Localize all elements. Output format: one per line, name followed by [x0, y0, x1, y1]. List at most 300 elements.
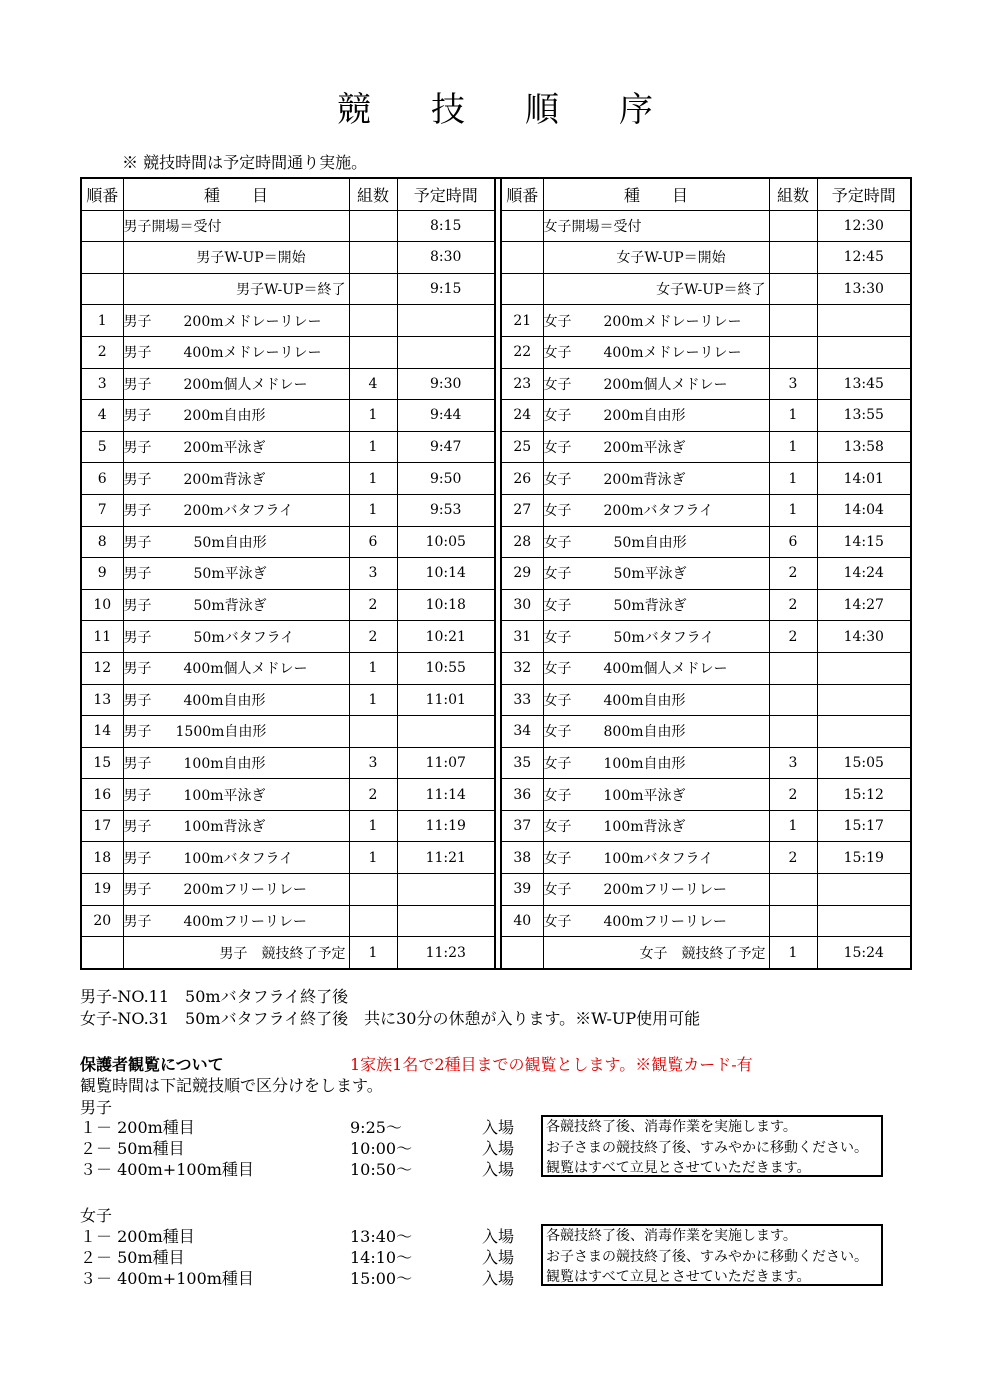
event-cell: 男子W-UP＝開始 — [123, 242, 349, 274]
slot-label: １－ 200m種目 — [80, 1118, 195, 1137]
event-name: 100m背泳ぎ — [603, 819, 686, 836]
order-number — [501, 937, 543, 969]
group-count — [769, 874, 817, 906]
observation-red-note: 1家族1名で2種目までの観覧とします。※観覧カード-有 — [350, 1055, 753, 1074]
observation-heading-row — [80, 1052, 753, 1075]
gender-label: 女子 — [543, 882, 572, 899]
gender-label: 男子 — [123, 534, 152, 551]
event-name: 100m自由形 — [603, 755, 686, 772]
table-row — [81, 842, 911, 874]
table-row — [81, 210, 911, 242]
table-row — [81, 305, 911, 337]
order-number: 17 — [81, 810, 123, 842]
event-cell: 女子W-UP＝開始 — [543, 242, 769, 274]
scheduled-time: 13:55 — [817, 400, 911, 432]
gender-label: 男子 — [123, 440, 152, 457]
event-cell — [543, 558, 769, 590]
event-cell — [543, 716, 769, 748]
scheduled-time — [397, 874, 495, 906]
slot-row — [80, 1138, 514, 1160]
scheduled-time: 11:07 — [397, 747, 495, 779]
group-count — [349, 874, 397, 906]
table-row — [81, 905, 911, 937]
event-name: 50mバタフライ — [193, 629, 295, 646]
gender-label: 女子 — [543, 376, 572, 393]
table-row — [81, 937, 911, 969]
table-row — [81, 368, 911, 400]
scheduled-time: 12:30 — [817, 210, 911, 242]
event-cell — [123, 810, 349, 842]
event-cell — [123, 305, 349, 337]
event-name: 200m個人メドレー — [603, 376, 728, 393]
gender-label: 男子 — [123, 755, 152, 772]
event-cell — [123, 684, 349, 716]
event-name: 200m自由形 — [183, 408, 266, 425]
slot-time: 10:50～ — [350, 1160, 413, 1179]
event-name: 200mバタフライ — [603, 503, 714, 520]
gender-label: 女子 — [543, 755, 572, 772]
event-name: 400mフリーリレー — [603, 913, 727, 930]
group-count — [769, 652, 817, 684]
title-char: 競 — [337, 90, 371, 130]
gender-label: 男子 — [123, 661, 152, 678]
event-cell — [543, 747, 769, 779]
event-cell — [543, 431, 769, 463]
observation-subtitle: 観覧時間は下記競技順で区分けをします。 — [80, 1076, 383, 1095]
group-count: 1 — [769, 810, 817, 842]
event-cell — [543, 463, 769, 495]
order-number: 38 — [501, 842, 543, 874]
slot-row — [80, 1159, 514, 1181]
slot-time: 15:00～ — [350, 1269, 413, 1288]
order-number: 36 — [501, 779, 543, 811]
event-name: 200m平泳ぎ — [603, 440, 686, 457]
scheduled-time — [817, 336, 911, 368]
gender-label: 男子 — [123, 692, 152, 709]
event-name: 400mメドレーリレー — [183, 345, 322, 362]
scheduled-time: 14:24 — [817, 558, 911, 590]
scheduled-time — [397, 716, 495, 748]
event-name: 100m自由形 — [183, 755, 266, 772]
group-count: 2 — [769, 621, 817, 653]
event-cell — [543, 905, 769, 937]
order-number: 10 — [81, 589, 123, 621]
scheduled-time: 15:05 — [817, 747, 911, 779]
group-count — [769, 273, 817, 305]
page-title — [0, 82, 990, 131]
table-row — [81, 526, 911, 558]
men-slots-label: 男子 — [80, 1098, 113, 1117]
slot-row — [80, 1226, 514, 1248]
event-name: 50m平泳ぎ — [613, 566, 687, 583]
group-count — [769, 684, 817, 716]
gender-label: 女子 — [543, 787, 572, 804]
group-count: 1 — [349, 494, 397, 526]
event-cell — [543, 494, 769, 526]
scheduled-time: 15:19 — [817, 842, 911, 874]
group-count: 2 — [349, 621, 397, 653]
event-name: 400m自由形 — [603, 692, 686, 709]
scheduled-time: 9:30 — [397, 368, 495, 400]
slot-time: 13:40～ — [350, 1227, 413, 1246]
gender-label: 男子 — [123, 882, 152, 899]
order-number: 25 — [501, 431, 543, 463]
scheduled-time — [397, 336, 495, 368]
table-row — [81, 400, 911, 432]
event-name: 200m個人メドレー — [183, 376, 308, 393]
group-count: 1 — [769, 494, 817, 526]
scheduled-time — [817, 905, 911, 937]
order-number: 11 — [81, 621, 123, 653]
gender-label: 女子 — [543, 598, 572, 615]
event-name: 200mメドレーリレー — [603, 313, 742, 330]
group-count: 2 — [769, 842, 817, 874]
slot-action: 入場 — [482, 1269, 515, 1288]
order-number: 8 — [81, 526, 123, 558]
group-count — [349, 905, 397, 937]
order-number: 3 — [81, 368, 123, 400]
scheduled-time: 10:18 — [397, 589, 495, 621]
event-name: 100mバタフライ — [183, 850, 294, 867]
gender-label: 男子 — [123, 471, 152, 488]
scheduled-time: 9:47 — [397, 431, 495, 463]
table-row — [81, 810, 911, 842]
scheduled-time: 10:05 — [397, 526, 495, 558]
table-row — [81, 431, 911, 463]
scheduled-time: 13:30 — [817, 273, 911, 305]
event-cell — [543, 652, 769, 684]
gender-label: 女子 — [543, 440, 572, 457]
gender-label: 男子 — [123, 787, 152, 804]
table-row — [81, 336, 911, 368]
event-name: 50m平泳ぎ — [193, 566, 267, 583]
event-cell: 男子 競技終了予定 — [123, 937, 349, 969]
event-cell — [123, 716, 349, 748]
event-cell — [123, 526, 349, 558]
notice-line: お子さまの競技終了後、すみやかに移動ください。 — [546, 1139, 868, 1156]
scheduled-time: 14:27 — [817, 589, 911, 621]
group-count: 2 — [769, 558, 817, 590]
order-number: 37 — [501, 810, 543, 842]
break-notes — [80, 986, 700, 1030]
event-name: 50m自由形 — [613, 534, 687, 551]
header-no: 順番 — [81, 178, 123, 210]
event-name: 1500m自由形 — [175, 724, 267, 741]
group-count: 2 — [769, 589, 817, 621]
scheduled-time: 11:23 — [397, 937, 495, 969]
event-cell — [123, 874, 349, 906]
order-number: 27 — [501, 494, 543, 526]
order-number: 21 — [501, 305, 543, 337]
group-count — [349, 210, 397, 242]
slot-time: 14:10～ — [350, 1248, 413, 1267]
group-count: 1 — [349, 842, 397, 874]
slot-label: ３－ 400m+100m種目 — [80, 1160, 254, 1179]
scheduled-time — [397, 905, 495, 937]
scheduled-time — [397, 305, 495, 337]
header-groups: 組数 — [349, 178, 397, 210]
scheduled-time: 9:44 — [397, 400, 495, 432]
break-line-men: 男子-NO.11 50mバタフライ終了後 — [80, 987, 349, 1006]
event-name: 200m自由形 — [603, 408, 686, 425]
title-char: 順 — [525, 90, 559, 130]
group-count — [769, 210, 817, 242]
event-name: 200mメドレーリレー — [183, 313, 322, 330]
header-no: 順番 — [501, 178, 543, 210]
event-cell — [123, 589, 349, 621]
event-name: 100m平泳ぎ — [183, 787, 266, 804]
order-number: 35 — [501, 747, 543, 779]
event-name: 400m自由形 — [183, 692, 266, 709]
scheduled-time — [817, 716, 911, 748]
group-count — [769, 305, 817, 337]
group-count: 3 — [349, 558, 397, 590]
event-cell — [543, 874, 769, 906]
order-number — [501, 273, 543, 305]
group-count: 2 — [349, 779, 397, 811]
group-count — [769, 716, 817, 748]
event-cell: 男子W-UP＝終了 — [123, 273, 349, 305]
event-cell: 女子W-UP＝終了 — [543, 273, 769, 305]
slot-label: ３－ 400m+100m種目 — [80, 1269, 254, 1288]
group-count — [769, 905, 817, 937]
event-cell — [543, 305, 769, 337]
event-cell — [123, 558, 349, 590]
group-count: 6 — [769, 526, 817, 558]
scheduled-time — [817, 305, 911, 337]
schedule-note: ※ 競技時間は予定時間通り実施。 — [122, 153, 368, 172]
event-cell — [123, 336, 349, 368]
gender-label: 女子 — [543, 313, 572, 330]
event-cell — [123, 905, 349, 937]
gender-label: 女子 — [543, 471, 572, 488]
group-count — [349, 273, 397, 305]
event-cell — [543, 368, 769, 400]
event-cell — [543, 589, 769, 621]
event-name: 800m自由形 — [603, 724, 686, 741]
gender-label: 男子 — [123, 408, 152, 425]
gender-label: 女子 — [543, 408, 572, 425]
title-char: 技 — [431, 90, 465, 130]
scheduled-time: 13:58 — [817, 431, 911, 463]
group-count — [349, 336, 397, 368]
group-count: 1 — [769, 400, 817, 432]
slot-label: ２－ 50m種目 — [80, 1248, 185, 1267]
event-cell — [123, 431, 349, 463]
event-name: 400mメドレーリレー — [603, 345, 742, 362]
order-number: 1 — [81, 305, 123, 337]
scheduled-time: 14:04 — [817, 494, 911, 526]
gender-label: 女子 — [543, 345, 572, 362]
group-count: 2 — [769, 779, 817, 811]
event-name: 400mフリーリレー — [183, 913, 307, 930]
order-number: 28 — [501, 526, 543, 558]
slot-row — [80, 1268, 514, 1290]
group-count: 1 — [349, 652, 397, 684]
event-cell — [123, 368, 349, 400]
event-name: 400m個人メドレー — [183, 661, 308, 678]
group-count — [349, 716, 397, 748]
event-name: 50m背泳ぎ — [193, 598, 267, 615]
header-time: 予定時間 — [397, 178, 495, 210]
event-cell: 女子 競技終了予定 — [543, 937, 769, 969]
scheduled-time: 12:45 — [817, 242, 911, 274]
title-char: 序 — [619, 90, 653, 130]
scheduled-time: 11:14 — [397, 779, 495, 811]
table-row — [81, 242, 911, 274]
order-number: 30 — [501, 589, 543, 621]
order-number: 16 — [81, 779, 123, 811]
group-count — [769, 242, 817, 274]
order-number — [501, 242, 543, 274]
scheduled-time: 13:45 — [817, 368, 911, 400]
notice-line: 各競技終了後、消毒作業を実施します。 — [546, 1228, 797, 1244]
order-number: 9 — [81, 558, 123, 590]
table-row — [81, 494, 911, 526]
event-name: 50mバタフライ — [613, 629, 715, 646]
gender-label: 女子 — [543, 913, 572, 930]
gender-label: 女子 — [543, 724, 572, 741]
order-number: 6 — [81, 463, 123, 495]
schedule-table — [80, 177, 912, 970]
table-row — [81, 747, 911, 779]
order-number: 33 — [501, 684, 543, 716]
table-row — [81, 463, 911, 495]
header-event: 種 目 — [123, 178, 349, 210]
order-number: 34 — [501, 716, 543, 748]
event-cell — [543, 842, 769, 874]
event-name: 200mフリーリレー — [603, 882, 727, 899]
event-cell — [543, 684, 769, 716]
order-number: 20 — [81, 905, 123, 937]
order-number: 12 — [81, 652, 123, 684]
gender-label: 男子 — [123, 503, 152, 520]
gender-label: 男子 — [123, 376, 152, 393]
table-row — [81, 779, 911, 811]
group-count: 1 — [349, 463, 397, 495]
scheduled-time: 14:15 — [817, 526, 911, 558]
women-notice-box — [541, 1224, 883, 1286]
scheduled-time: 9:53 — [397, 494, 495, 526]
event-cell — [123, 463, 349, 495]
event-cell — [123, 494, 349, 526]
notice-line: 各競技終了後、消毒作業を実施します。 — [546, 1119, 797, 1135]
scheduled-time — [817, 652, 911, 684]
table-header-row — [81, 178, 911, 210]
group-count: 2 — [349, 589, 397, 621]
gender-label: 女子 — [543, 629, 572, 646]
group-count: 1 — [769, 431, 817, 463]
scheduled-time: 10:14 — [397, 558, 495, 590]
table-row — [81, 684, 911, 716]
event-name: 100m平泳ぎ — [603, 787, 686, 804]
event-cell — [123, 621, 349, 653]
order-number: 39 — [501, 874, 543, 906]
table-row — [81, 273, 911, 305]
order-number: 13 — [81, 684, 123, 716]
scheduled-time: 11:21 — [397, 842, 495, 874]
event-cell — [543, 336, 769, 368]
slot-action: 入場 — [482, 1139, 515, 1158]
event-name: 400m個人メドレー — [603, 661, 728, 678]
group-count — [349, 305, 397, 337]
event-cell — [543, 621, 769, 653]
group-count: 1 — [349, 431, 397, 463]
scheduled-time: 10:55 — [397, 652, 495, 684]
table-row — [81, 874, 911, 906]
order-number: 7 — [81, 494, 123, 526]
group-count: 1 — [349, 684, 397, 716]
event-name: 200m平泳ぎ — [183, 440, 266, 457]
order-number: 14 — [81, 716, 123, 748]
slot-time: 10:00～ — [350, 1139, 413, 1158]
order-number: 19 — [81, 874, 123, 906]
order-number — [81, 242, 123, 274]
event-cell — [543, 779, 769, 811]
men-notice-box — [541, 1115, 883, 1177]
group-count: 1 — [349, 810, 397, 842]
table-row — [81, 589, 911, 621]
order-number — [81, 273, 123, 305]
group-count: 1 — [769, 463, 817, 495]
gender-label: 女子 — [543, 819, 572, 836]
gender-label: 男子 — [123, 819, 152, 836]
scheduled-time: 15:17 — [817, 810, 911, 842]
scheduled-time: 8:15 — [397, 210, 495, 242]
gender-label: 女子 — [543, 692, 572, 709]
group-count: 1 — [349, 937, 397, 969]
scheduled-time: 11:19 — [397, 810, 495, 842]
event-name: 100mバタフライ — [603, 850, 714, 867]
group-count: 3 — [769, 747, 817, 779]
event-name: 200mフリーリレー — [183, 882, 307, 899]
slot-action: 入場 — [482, 1118, 515, 1137]
notice-line: 観覧はすべて立見とさせていただきます。 — [546, 1269, 811, 1285]
event-cell — [543, 810, 769, 842]
gender-label: 女子 — [543, 566, 572, 583]
event-name: 200m背泳ぎ — [183, 471, 266, 488]
gender-label: 男子 — [123, 566, 152, 583]
event-cell — [123, 400, 349, 432]
gender-label: 男子 — [123, 345, 152, 362]
gender-label: 男子 — [123, 313, 152, 330]
order-number: 31 — [501, 621, 543, 653]
order-number: 40 — [501, 905, 543, 937]
notice-line: お子さまの競技終了後、すみやかに移動ください。 — [546, 1248, 868, 1265]
event-name: 100m背泳ぎ — [183, 819, 266, 836]
order-number — [81, 937, 123, 969]
table-row — [81, 621, 911, 653]
event-cell — [123, 842, 349, 874]
event-name: 200mバタフライ — [183, 503, 294, 520]
event-cell — [123, 652, 349, 684]
header-event: 種 目 — [543, 178, 769, 210]
scheduled-time: 15:24 — [817, 937, 911, 969]
slot-action: 入場 — [482, 1160, 515, 1179]
scheduled-time: 11:01 — [397, 684, 495, 716]
table-row — [81, 558, 911, 590]
gender-label: 女子 — [543, 661, 572, 678]
order-number: 2 — [81, 336, 123, 368]
event-cell — [123, 747, 349, 779]
scheduled-time: 8:30 — [397, 242, 495, 274]
gender-label: 女子 — [543, 534, 572, 551]
group-count: 1 — [349, 400, 397, 432]
header-time: 予定時間 — [817, 178, 911, 210]
scheduled-time: 14:01 — [817, 463, 911, 495]
header-groups: 組数 — [769, 178, 817, 210]
slot-row — [80, 1117, 514, 1139]
